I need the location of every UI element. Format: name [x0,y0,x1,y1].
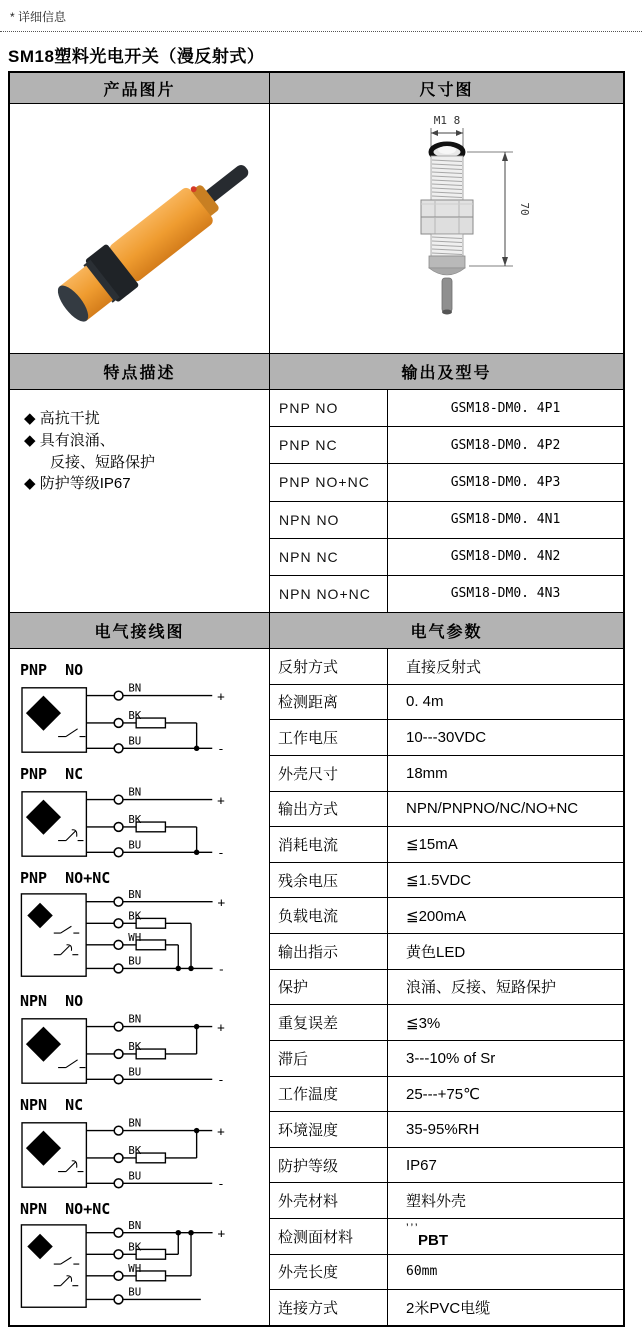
thread-dimension-label: M1 8 [433,114,460,127]
cable [442,278,452,312]
diagram-title: NPN NO+NC [20,1199,111,1218]
param-row [270,1255,623,1291]
param-row [270,792,623,828]
param-label: 环境湿度 [270,1112,388,1147]
param-row [270,685,623,721]
diagram-title: NPN NO [20,992,84,1011]
output-type: PNP NC [270,427,388,463]
model-number: GSM18-DM0. 4N2 [450,549,561,565]
hex-nut-2 [421,217,473,234]
hex-nut-1 [421,200,473,217]
param-value: 60mm [406,1264,438,1280]
image-row [10,104,623,354]
svg-text:BK: BK [128,1240,142,1254]
features-models-row [10,390,623,613]
param-row [270,934,623,970]
wiring-diagram-graphic [18,1115,266,1195]
feature-line: 反接、短路保护 [50,453,156,471]
param-row [270,827,623,863]
svg-text:BN: BN [128,1218,142,1232]
wiring-diagram-graphic [18,1011,266,1091]
param-label: 负载电流 [270,898,388,933]
param-row [270,1041,623,1077]
param-label: 防护等级 [270,1148,388,1183]
model-number: GSM18-DM0. 4P1 [450,400,561,416]
output-type: PNP NO [270,390,388,426]
param-row [270,1183,623,1219]
svg-text:BN: BN [128,1116,142,1130]
svg-text:BK: BK [128,908,142,922]
param-row [270,1112,623,1148]
params-table [270,649,623,1325]
model-row [270,464,623,501]
svg-text:-: - [217,961,226,977]
param-row [270,863,623,899]
svg-text:WH: WH [128,1261,142,1275]
dotted-divider [0,31,642,32]
wiring-diagram-npn-no-nc [18,1200,269,1319]
param-label: 工作电压 [270,720,388,755]
param-row [270,898,623,934]
svg-text:BU: BU [128,838,142,852]
svg-text:BU: BU [128,954,142,968]
wiring-diagram-graphic [18,1219,266,1319]
param-value: 塑料外壳 [406,1193,467,1211]
param-value: NPN/PNPNO/NC/NO+NC [406,800,579,818]
model-row [270,502,623,539]
table-header-row-1 [10,73,623,104]
table-header-row-3 [10,613,623,649]
table-header-row-2 [10,354,623,390]
param-label: 外壳长度 [270,1255,388,1290]
svg-text:+: + [217,1226,226,1242]
svg-text:+: + [217,1019,225,1035]
svg-text:BK: BK [128,1144,142,1158]
wiring-diagram-graphic [18,888,266,988]
svg-text:BK: BK [128,709,142,723]
header-wiring: 电气接线图 [10,613,270,648]
svg-text:BK: BK [128,1040,142,1054]
param-label: 滞后 [270,1041,388,1076]
product-photo-image [29,134,267,352]
param-label: 重复误差 [270,1005,388,1040]
output-type: NPN NO [270,502,388,538]
model-row [270,576,623,612]
param-value: 直接反射式 [406,658,482,676]
param-value: 浪涌、反接、短路保护 [406,979,557,997]
wiring-diagrams [10,649,270,1325]
output-type: PNP NO+NC [270,464,388,500]
model-row [270,427,623,464]
param-value: ≦15mA [406,836,458,854]
sensor-base [429,256,465,268]
svg-text:WH: WH [128,930,142,944]
param-row [270,970,623,1006]
param-label: 消耗电流 [270,827,388,862]
header-features: 特点描述 [10,354,270,389]
svg-text:BU: BU [128,734,142,748]
param-label: 保护 [270,970,388,1005]
diagram-title: PNP NC [20,764,84,783]
model-number: GSM18-DM0. 4P2 [450,437,561,453]
param-label: 检测距离 [270,685,388,720]
svg-text:BN: BN [128,681,142,695]
param-label: 残余电压 [270,863,388,898]
feature-line: ◆ 防护等级IP67 [24,475,131,493]
param-label: 连接方式 [270,1290,388,1325]
features-list [10,390,270,612]
svg-text:-: - [217,741,225,757]
page-title: SM18塑料光电开关（漫反射式） [8,47,265,66]
feature-line: ◆ 高抗干扰 [24,410,100,427]
header-electrical-params: 电气参数 [410,624,483,641]
wiring-diagram-npn-no [18,992,269,1091]
param-row [270,1005,623,1041]
param-value: ≦3% [406,1014,441,1032]
model-number: GSM18-DM0. 4N3 [450,586,561,602]
wiring-diagram-pnp-no [18,661,269,760]
param-row [270,1290,623,1325]
param-label: 外壳尺寸 [270,756,388,791]
wiring-diagram-pnp-no-nc [18,869,269,988]
svg-text:BU: BU [128,1285,142,1299]
dimension-drawing [297,106,597,350]
product-photo-cell [10,104,270,353]
param-row [270,649,623,685]
param-value-line2: PBT [418,1231,448,1249]
param-row [270,1219,623,1255]
param-label: 工作温度 [270,1077,388,1112]
param-value: IP67 [406,1156,437,1174]
model-number: GSM18-DM0. 4N1 [450,512,561,528]
model-row [270,390,623,427]
param-value: 0. 4m [406,693,444,711]
svg-text:+: + [217,1123,225,1139]
models-table [270,390,623,612]
param-value: 黄色LED [406,943,466,961]
wiring-diagram-graphic [18,784,266,864]
param-value: ≦1.5VDC [406,872,472,890]
detail-note: * 详细信息 [10,10,67,24]
feature-line: ◆ 具有浪涌、 [24,431,115,449]
output-type: NPN NO+NC [270,576,388,612]
svg-text:BN: BN [128,785,142,799]
diagram-title: NPN NC [20,1096,84,1115]
param-label: 反射方式 [270,649,388,684]
spec-table [8,71,625,1327]
header-output-models: 输出及型号 [401,365,492,382]
diagram-title: PNP NO+NC [20,868,111,887]
param-value: 2米PVC电缆 [406,1300,491,1318]
param-label: 输出指示 [270,934,388,969]
header-dimension-drawing: 尺寸图 [419,81,474,99]
header-product-image: 产品图片 [10,73,270,103]
svg-text:BU: BU [128,1065,142,1079]
wiring-diagram-graphic [18,680,266,760]
param-value: 18mm [406,764,448,782]
wiring-diagram-pnp-nc [18,765,269,864]
param-value: 35-95%RH [406,1120,480,1138]
length-dimension-label: 70 [517,202,531,216]
param-label: 检测面材料 [270,1219,388,1254]
svg-text:BN: BN [128,1013,142,1027]
param-row [270,756,623,792]
param-value: 10---30VDC [406,729,487,747]
svg-text:+: + [217,895,226,911]
param-row [270,1077,623,1113]
model-number: GSM18-DM0. 4P3 [450,474,561,490]
output-type: NPN NC [270,539,388,575]
svg-text:BN: BN [128,887,142,901]
svg-text:BU: BU [128,1169,142,1183]
svg-text:-: - [217,1176,225,1192]
svg-text:-: - [217,1072,225,1088]
param-value: ’’’ [406,1220,420,1235]
svg-text:-: - [217,844,225,860]
wiring-diagram-npn-nc [18,1096,269,1195]
param-row [270,1148,623,1184]
diagram-title: PNP NO [20,661,84,679]
param-label: 输出方式 [270,792,388,827]
param-value: 3---10% of Sr [406,1049,496,1067]
param-row [270,720,623,756]
dimension-drawing-cell [270,104,623,353]
svg-text:+: + [217,688,225,704]
wiring-params-row [10,649,623,1325]
model-row [270,539,623,576]
param-value: 25---+75℃ [406,1085,480,1103]
param-label: 外壳材料 [270,1183,388,1218]
svg-text:BK: BK [128,812,142,826]
svg-text:+: + [217,792,225,808]
param-value: ≦200mA [406,907,467,925]
